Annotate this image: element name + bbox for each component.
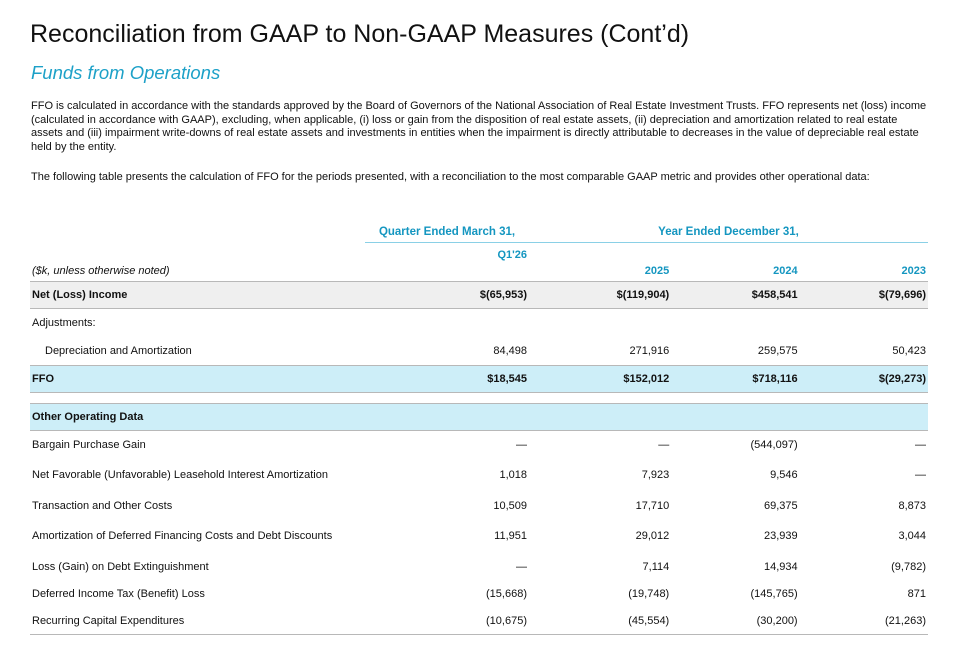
units-label: ($k, unless otherwise noted) [30,243,365,282]
row-label: Amortization of Deferred Financing Costs and Debt Discounts [32,529,333,542]
column-header-2025: 2025 [529,243,671,282]
ffo-reconciliation-table [30,222,928,635]
cell-value: 17,710 [635,499,670,512]
cell-value: (10,675) [365,607,529,635]
cell-value: 69,375 [763,499,798,512]
cell-value: $718,116 [671,366,799,393]
cell-value: — [516,438,527,451]
cell-value: (544,097) [750,438,798,451]
cell-value: (9,782) [891,560,926,573]
cell-value: $18,545 [365,366,529,393]
column-header-q1-26: Q1'26 [365,243,529,282]
other-operating-data-header-row [30,404,928,431]
table-intro-paragraph: The following table presents the calculation of FFO for the periods presented, with a reconciliation to the most comparable GAAP metric and provides other operational data: [31,171,870,183]
section-subtitle: Funds from Operations [31,62,221,83]
table-row [30,458,928,492]
cell-value: (45,554) [529,607,671,635]
table-row [30,580,928,607]
row-label: Net Favorable (Unfavorable) Leasehold Interest Amortization [32,468,328,481]
row-label: Depreciation and Amortization [45,345,192,357]
cell-value: 29,012 [635,529,670,542]
cell-value: — [915,438,926,451]
cell-value: $(119,904) [529,282,671,309]
row-label: Loss (Gain) on Debt Extinguishment [32,560,209,573]
cell-value: 271,916 [629,345,670,357]
cell-value: 50,423 [892,345,926,357]
group-year-header: Year Ended December 31, [529,222,928,243]
cell-value: 259,575 [757,345,798,357]
cell-value: (30,200) [671,607,799,635]
table-row [30,553,928,580]
cell-value: (21,263) [800,607,928,635]
row-label: Net (Loss) Income [30,282,365,309]
page-title: Reconciliation from GAAP to Non-GAAP Measures (Cont’d) [30,20,690,48]
cell-value: 23,939 [763,529,798,542]
cell-value: 84,498 [493,345,527,357]
row-label: FFO [30,366,365,393]
cell-value: 871 [907,587,926,600]
cell-value: 14,934 [763,560,798,573]
cell-value: 7,114 [642,560,670,573]
column-header-2024: 2024 [671,243,799,282]
ffo-total-row [30,366,928,393]
cell-value: $152,012 [529,366,671,393]
cell-value: $(79,696) [800,282,928,309]
cell-value: — [516,560,527,573]
cell-value: $458,541 [671,282,799,309]
table-row [30,431,928,459]
cell-value: (19,748) [628,587,670,600]
row-label: Bargain Purchase Gain [32,438,146,451]
cell-value: $(65,953) [365,282,529,309]
cell-value: 1,018 [499,468,527,481]
depreciation-row [30,337,928,366]
cell-value: — [915,468,926,481]
adjustments-row [30,309,928,338]
cell-value: 7,923 [641,468,670,481]
section-label: Other Operating Data [30,404,928,431]
group-quarter-header: Quarter Ended March 31, [365,222,529,243]
cell-value: 8,873 [898,499,926,512]
table-row [30,492,928,519]
ffo-definition-paragraph: FFO is calculated in accordance with the standards approved by the Board of Governors of the National Association of Real Estate Investment Trusts. FFO represents net (loss) income (calculated in accordance with GAAP), excluding, when applicable, (i) loss or gain from the disposition of real estate assets, (ii) depreciation and amortization related to real estate assets and (iii) impairment write-downs of real estate assets and investments in entities when the impairment is directly attributable to decreases in the value of depreciable real estate held by the entity. [31,100,927,153]
cell-value: 11,951 [494,529,527,542]
cell-value: $(29,273) [800,366,928,393]
column-header-2023: 2023 [800,243,928,282]
cell-value: (15,668) [486,587,527,600]
row-label: Adjustments: [32,317,96,329]
cell-value: — [658,438,670,451]
period-group-header-row [30,222,928,243]
row-label: Transaction and Other Costs [32,499,173,512]
net-income-row [30,282,928,309]
cell-value: (145,765) [750,587,798,600]
cell-value: 10,509 [493,499,527,512]
table-row [30,519,928,553]
cell-value: 3,044 [898,529,926,542]
table-row [30,607,928,635]
row-label: Deferred Income Tax (Benefit) Loss [32,587,205,600]
cell-value: 9,546 [770,468,798,481]
column-header-row [30,243,928,282]
row-label: Recurring Capital Expenditures [30,607,365,635]
